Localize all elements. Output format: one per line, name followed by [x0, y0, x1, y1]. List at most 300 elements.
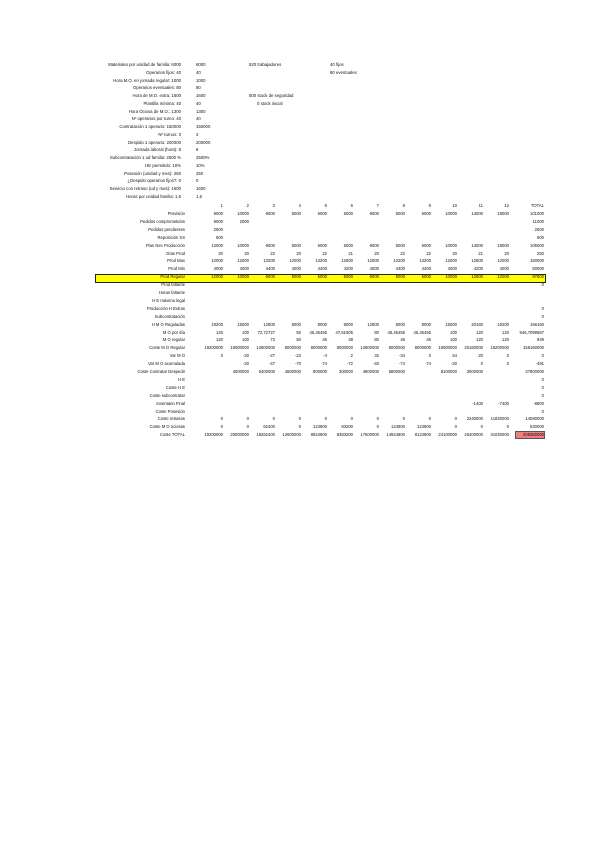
table-cell: 20 [374, 250, 379, 256]
table-cell: 10000 [445, 242, 457, 248]
table-cell: 45,45455 [309, 329, 327, 335]
table-cell: -74 [424, 361, 431, 367]
table-row [0, 313, 599, 321]
table-cell: 21 [478, 250, 483, 256]
table-cell: 0 [376, 424, 379, 430]
row-total: 156160 [530, 321, 544, 327]
row-total: 250 [537, 250, 544, 256]
table-cell: 4200 [343, 266, 353, 272]
parameter-value: 2500% [196, 155, 210, 160]
table-cell: 4200 [473, 266, 483, 272]
note-stock-inicial: 0 stock inicial [257, 101, 283, 106]
parameter-value: 1300 [196, 108, 206, 114]
table-row [0, 281, 599, 289]
table-cell: -47 [268, 361, 275, 367]
table-cell: 8000 [213, 211, 223, 216]
row-label: Coste Contratar Despedir [137, 369, 185, 374]
table-cell: 0 [480, 424, 483, 430]
row-label: Pedidos pendientes [148, 226, 185, 232]
table-row [0, 415, 599, 423]
table-cell: 0 [272, 416, 275, 422]
row-label: Reposición SS [157, 234, 185, 240]
note-fijos: 40 fijos [330, 62, 344, 67]
table-cell: 8000 [421, 321, 431, 327]
table-cell: 124800 [313, 424, 327, 430]
parameter-label: Nº turnos: 3 [158, 131, 181, 137]
table-cell: -20 [242, 361, 249, 367]
table-cell: 73 [270, 337, 275, 343]
row-total: 2500 [534, 226, 544, 232]
parameter-label: Operarios fijos: 40 [146, 69, 181, 75]
table-cell: 12800000 [360, 345, 379, 351]
table-cell: 4000000 [232, 369, 249, 374]
table-cell: 8000000 [414, 345, 431, 351]
table-cell: -74 [320, 361, 327, 367]
month-header: 7 [376, 203, 379, 208]
table-cell: 4000 [369, 266, 379, 272]
table-cell: 2240000 [466, 416, 483, 422]
table-cell: 80 [374, 337, 379, 343]
table-cell: 0 [402, 416, 405, 422]
row-total: 0 [541, 376, 544, 382]
table-cell: 0 [220, 353, 223, 359]
table-cell: 22 [270, 250, 275, 256]
table-cell: -72 [346, 361, 353, 367]
table-cell: 12000 [367, 258, 379, 264]
row-total: -8800 [533, 400, 544, 406]
note-stock-seguridad: 500 stock de seguridad [249, 93, 294, 98]
table-cell: 3000000 [466, 369, 483, 374]
table-cell: 19200 [211, 321, 223, 327]
table-row [0, 344, 599, 352]
parameter-value: 1600 [196, 93, 206, 98]
table-cell: 8000 [343, 321, 353, 327]
table-cell: 12600 [341, 258, 353, 264]
table-cell: 11840000 [490, 416, 509, 422]
table-row [0, 384, 599, 392]
table-cell: 0 [246, 424, 249, 430]
row-total: 0 [541, 392, 544, 398]
table-cell: 22 [322, 250, 327, 256]
month-header: 3 [272, 203, 275, 208]
table-cell: 83200 [341, 424, 353, 430]
table-cell: 17600000 [360, 432, 379, 438]
parameter-label: Operarios eventuales: 80 [132, 85, 181, 91]
row-label: Producción H Extras [146, 305, 185, 311]
table-row [0, 226, 599, 234]
table-cell: 12600000 [282, 432, 301, 438]
month-header: 12 [504, 203, 509, 208]
row-label: Inventario Final [156, 400, 185, 406]
table-cell: 5000 [395, 211, 405, 216]
table-cell: 12800 [263, 321, 275, 327]
table-cell: 18262400 [256, 432, 275, 438]
table-cell: 2 [350, 353, 353, 359]
table-cell: 80 [374, 329, 379, 335]
row-total: 0 [541, 313, 544, 319]
parameter-label: Contratación 1 operario: 150000 [119, 124, 181, 129]
row-label: Prod Min [168, 266, 185, 272]
table-cell: 120 [476, 329, 483, 335]
table-cell: 47,61905 [335, 329, 353, 335]
table-cell: 0 [480, 361, 483, 367]
table-row [0, 392, 599, 400]
table-cell: 50 [296, 329, 301, 335]
table-cell: 100 [450, 337, 457, 343]
table-cell: 12000 [211, 274, 223, 280]
table-cell: 4000 [499, 266, 509, 272]
row-total: 105000 [530, 242, 544, 248]
parameter-label: HE permitido: 10% [145, 162, 181, 168]
table-row [0, 423, 599, 431]
table-cell: 16000000 [230, 345, 249, 351]
row-label: Coste subcontratar [149, 392, 185, 398]
table-cell: 25400000 [464, 432, 483, 438]
parameter-label: Hora Ociosa de M.O.: 1300 [128, 108, 181, 114]
table-cell: 5000 [343, 274, 353, 280]
table-cell: -20 [450, 361, 457, 367]
row-label: Horas faltante [158, 290, 185, 295]
row-total: 101000 [530, 211, 544, 216]
row-label: Días Prod [166, 250, 185, 256]
table-cell: 19200000 [490, 345, 509, 351]
table-cell: 0 [376, 416, 379, 422]
table-cell: 22 [400, 250, 405, 256]
table-row [0, 376, 599, 384]
row-total: 0 [541, 384, 544, 390]
parameter-label: Servicio con retraso (ud y mes): 1600 [109, 186, 181, 191]
table-row [0, 400, 599, 408]
table-row [0, 210, 599, 218]
parameter-label: Subcontratación 1 ud familia: 2500 % [109, 155, 181, 160]
table-cell: 300000 [339, 369, 353, 374]
row-label: Subcontratación [154, 313, 185, 319]
table-cell: 14000 [471, 242, 483, 248]
table-cell: 5000 [395, 274, 405, 280]
table-cell: 8000 [369, 242, 379, 248]
table-cell: 4600000 [284, 369, 301, 374]
parameter-label: Hora de M.O. extra: 1600 [132, 93, 181, 98]
row-label: Coste M O ociosas [149, 424, 185, 430]
table-row [0, 321, 599, 329]
table-cell: 45,45455 [387, 329, 405, 335]
table-cell: 12000 [445, 258, 457, 264]
table-cell: 0 [454, 424, 457, 430]
table-cell: 5400000 [258, 369, 275, 374]
note-eventuales: 80 eventuales [330, 70, 357, 75]
row-label: H E máxima legal [152, 297, 185, 303]
table-cell: 500 [216, 234, 223, 240]
table-cell: 16000000 [438, 345, 457, 351]
table-cell: 8000000 [336, 345, 353, 351]
table-row [0, 297, 599, 305]
table-cell: 120 [502, 337, 509, 343]
parameter-value: 0 [196, 178, 199, 184]
table-cell: 10000 [237, 242, 249, 248]
row-label: H E [178, 376, 185, 382]
table-cell: 20000000 [230, 432, 249, 438]
table-cell: 12000 [211, 258, 223, 264]
table-cell: 20 [478, 353, 483, 359]
table-cell: -70 [294, 361, 301, 367]
table-cell: 0 [298, 416, 301, 422]
row-label: Coste M O Regular [149, 345, 185, 351]
table-cell: 2000 [239, 218, 249, 224]
table-cell: 12000 [497, 258, 509, 264]
table-cell: 20160000 [464, 345, 483, 351]
table-cell: 31040000 [490, 432, 509, 438]
row-label: Plan Nec Producción [145, 242, 185, 248]
table-cell: 5000 [395, 242, 405, 248]
parameter-value: 8 [196, 147, 199, 153]
table-cell: 10000 [237, 211, 249, 216]
table-row [0, 368, 599, 376]
table-row [0, 218, 599, 226]
table-cell: 5000 [317, 211, 327, 216]
parameter-label: Plantilla mínima: 40 [143, 100, 181, 106]
table-cell: 8000 [369, 274, 379, 280]
row-total: 156160000 [523, 345, 544, 351]
table-cell: 8000000 [388, 345, 405, 351]
table-cell: 124800 [417, 424, 431, 430]
table-cell: 62400 [263, 424, 275, 430]
table-cell: 0 [246, 416, 249, 422]
table-cell: -4 [323, 353, 327, 359]
table-row [0, 265, 599, 273]
table-cell: 46 [426, 337, 431, 343]
table-cell: 20 [244, 250, 249, 256]
parameter-value: 40 [196, 100, 201, 106]
parameter-value: 3 [196, 131, 199, 137]
table-cell: 8000000 [284, 345, 301, 351]
table-cell: 50 [296, 337, 301, 343]
parameter-value: 1600 [196, 186, 206, 191]
table-cell: 0 [428, 416, 431, 422]
table-cell: 8000 [395, 321, 405, 327]
table-cell: 13200 [419, 258, 431, 264]
table-row [0, 305, 599, 313]
table-cell: 8383200 [336, 432, 353, 438]
table-cell: 8000 [369, 211, 379, 216]
table-row [0, 289, 599, 297]
month-header: 5 [324, 203, 327, 208]
table-cell: 13200 [393, 258, 405, 264]
table-cell: 0 [454, 416, 457, 422]
table-cell: 13200 [315, 258, 327, 264]
table-cell: 4400 [421, 266, 431, 272]
table-cell: 4400 [395, 266, 405, 272]
table-cell: 20 [452, 250, 457, 256]
table-cell: 8924800 [310, 432, 327, 438]
parameter-value: 150000 [196, 124, 211, 129]
month-header: 11 [478, 203, 483, 208]
table-cell: -27 [268, 353, 275, 359]
table-cell: 19200 [497, 321, 509, 327]
table-cell: 22 [426, 250, 431, 256]
row-total: 0 [541, 282, 544, 288]
table-row [0, 257, 599, 265]
table-cell: 12600 [471, 258, 483, 264]
month-header: 10 [452, 203, 457, 208]
table-row [0, 273, 599, 281]
row-total: 0 [541, 408, 544, 414]
table-cell: -23 [294, 353, 301, 359]
row-total: 500 [537, 234, 544, 240]
table-cell: 18000 [497, 242, 509, 248]
table-cell: 10000 [445, 274, 457, 280]
month-header: 8 [402, 203, 405, 208]
table-cell: 12000 [497, 274, 509, 280]
table-cell: 5000 [317, 242, 327, 248]
table-cell: 0 [506, 424, 509, 430]
table-cell: 100 [242, 337, 249, 343]
row-label: H M O Reguladas [151, 321, 185, 327]
table-cell: 54 [452, 353, 457, 359]
month-header: 1 [220, 203, 223, 208]
table-cell: 18000 [497, 211, 509, 216]
table-cell: 0 [506, 353, 509, 359]
table-cell: 46 [322, 337, 327, 343]
table-cell: 0 [298, 424, 301, 430]
table-cell: 100 [242, 329, 249, 335]
table-cell: 0 [428, 353, 431, 359]
table-cell: 8000 [265, 211, 275, 216]
table-cell: 120 [216, 337, 223, 343]
table-cell: 5000 [291, 211, 301, 216]
table-cell: 10000 [445, 211, 457, 216]
table-cell: 4800000 [362, 369, 379, 374]
table-row [0, 234, 599, 242]
table-cell: 4000 [213, 266, 223, 272]
table-cell: -40 [372, 361, 379, 367]
table-cell: 5000 [343, 211, 353, 216]
table-cell: 8000 [291, 321, 301, 327]
table-cell: 0 [350, 416, 353, 422]
table-cell: -34 [398, 353, 405, 359]
table-cell: 32 [374, 353, 379, 359]
table-cell: -74 [398, 361, 405, 367]
row-label: Coste H E [165, 384, 185, 390]
table-cell: 120 [216, 329, 223, 335]
row-total: 0 [541, 353, 544, 359]
table-cell: 0 [506, 361, 509, 367]
table-row [0, 242, 599, 250]
row-label: Coste TOTAL [159, 432, 185, 438]
row-label: M O regular [162, 337, 185, 343]
table-cell: 19200000 [204, 345, 223, 351]
table-cell: 8000 [265, 274, 275, 280]
row-label: Var M O acumulada [148, 361, 185, 367]
row-total: 0 [541, 305, 544, 311]
table-cell: 46 [400, 337, 405, 343]
row-label: Prod Max [167, 258, 185, 264]
table-cell: 4400 [317, 266, 327, 272]
table-row [0, 431, 599, 439]
row-total: 97600 [532, 274, 544, 280]
row-total: 14080000 [525, 416, 544, 422]
table-cell: 0 [220, 424, 223, 430]
month-header: 9 [428, 203, 431, 208]
table-cell: 12600 [471, 274, 483, 280]
total-header: TOTAL [530, 203, 544, 208]
table-cell: 48 [348, 337, 353, 343]
table-cell: 120 [476, 337, 483, 343]
table-cell: 8000 [265, 242, 275, 248]
table-cell: 12000 [289, 258, 301, 264]
row-total: 946,7099567 [519, 329, 544, 335]
table-cell: 4400 [265, 266, 275, 272]
table-cell: 16000 [445, 321, 457, 327]
table-cell: 4000 [447, 266, 457, 272]
table-cell: 0 [220, 416, 223, 422]
parameter-value: 6000 [196, 62, 206, 67]
table-cell: 800000 [313, 369, 327, 374]
table-cell: 100 [450, 329, 457, 335]
table-cell: -7400 [498, 400, 509, 406]
table-cell: 8100000 [440, 369, 457, 374]
parameter-label: Despido 1 operario: 200000 [127, 139, 181, 145]
table-cell: -20 [242, 353, 249, 359]
table-cell: 12800000 [256, 345, 275, 351]
table-cell: 12000 [237, 258, 249, 264]
table-row [0, 360, 599, 368]
parameter-label: Nº operarios por turno: 40 [131, 116, 181, 122]
row-total: 11000 [532, 218, 544, 224]
table-cell: 12800 [367, 321, 379, 327]
parameter-label: Materiales por unidad de familia: 6000 [108, 62, 181, 67]
month-header-row [0, 202, 599, 210]
table-cell: 9000 [213, 218, 223, 224]
parameter-value: 200000 [196, 139, 211, 145]
row-total: 208360000 [516, 432, 544, 438]
table-cell: 10000 [237, 274, 249, 280]
table-cell: 20 [218, 250, 223, 256]
row-label: Pedidos comprometidos [140, 218, 185, 224]
row-total: 949 [537, 337, 544, 343]
table-cell: 8124800 [414, 432, 431, 438]
table-cell: 8000000 [310, 345, 327, 351]
parameter-value: 80 [196, 85, 201, 91]
parameter-value: 250 [196, 170, 204, 176]
row-label: M O por día [162, 329, 185, 335]
table-cell: 2500 [213, 226, 223, 232]
parameter-label: Horas por unidad familia: 1,6 [126, 193, 181, 199]
row-label: Var M O [169, 353, 185, 359]
table-row [0, 352, 599, 360]
table-cell: 124800 [391, 424, 405, 430]
row-label: Prod faltante [161, 282, 185, 288]
table-row [0, 408, 599, 416]
parameter-value: 40 [196, 116, 201, 122]
row-total: 50000 [532, 266, 544, 272]
table-cell: -1400 [472, 400, 483, 406]
note-trabajadores: 520 trabajadores [249, 62, 282, 67]
table-cell: 6800000 [388, 369, 405, 374]
table-cell: 14000 [471, 211, 483, 216]
row-total: 37800000 [525, 369, 544, 374]
row-total: 520000 [530, 424, 544, 430]
table-cell: 20 [504, 250, 509, 256]
row-label: Previsión [167, 211, 185, 216]
table-cell: 16000 [237, 321, 249, 327]
parameter-value: 1000 [196, 77, 206, 83]
row-total: -491 [535, 361, 544, 367]
table-cell: 4000 [239, 266, 249, 272]
month-header: 2 [246, 203, 249, 208]
row-label: Coste Posesión [155, 408, 185, 414]
table-cell: 45,45455 [413, 329, 431, 335]
table-cell: 24100000 [438, 432, 457, 438]
